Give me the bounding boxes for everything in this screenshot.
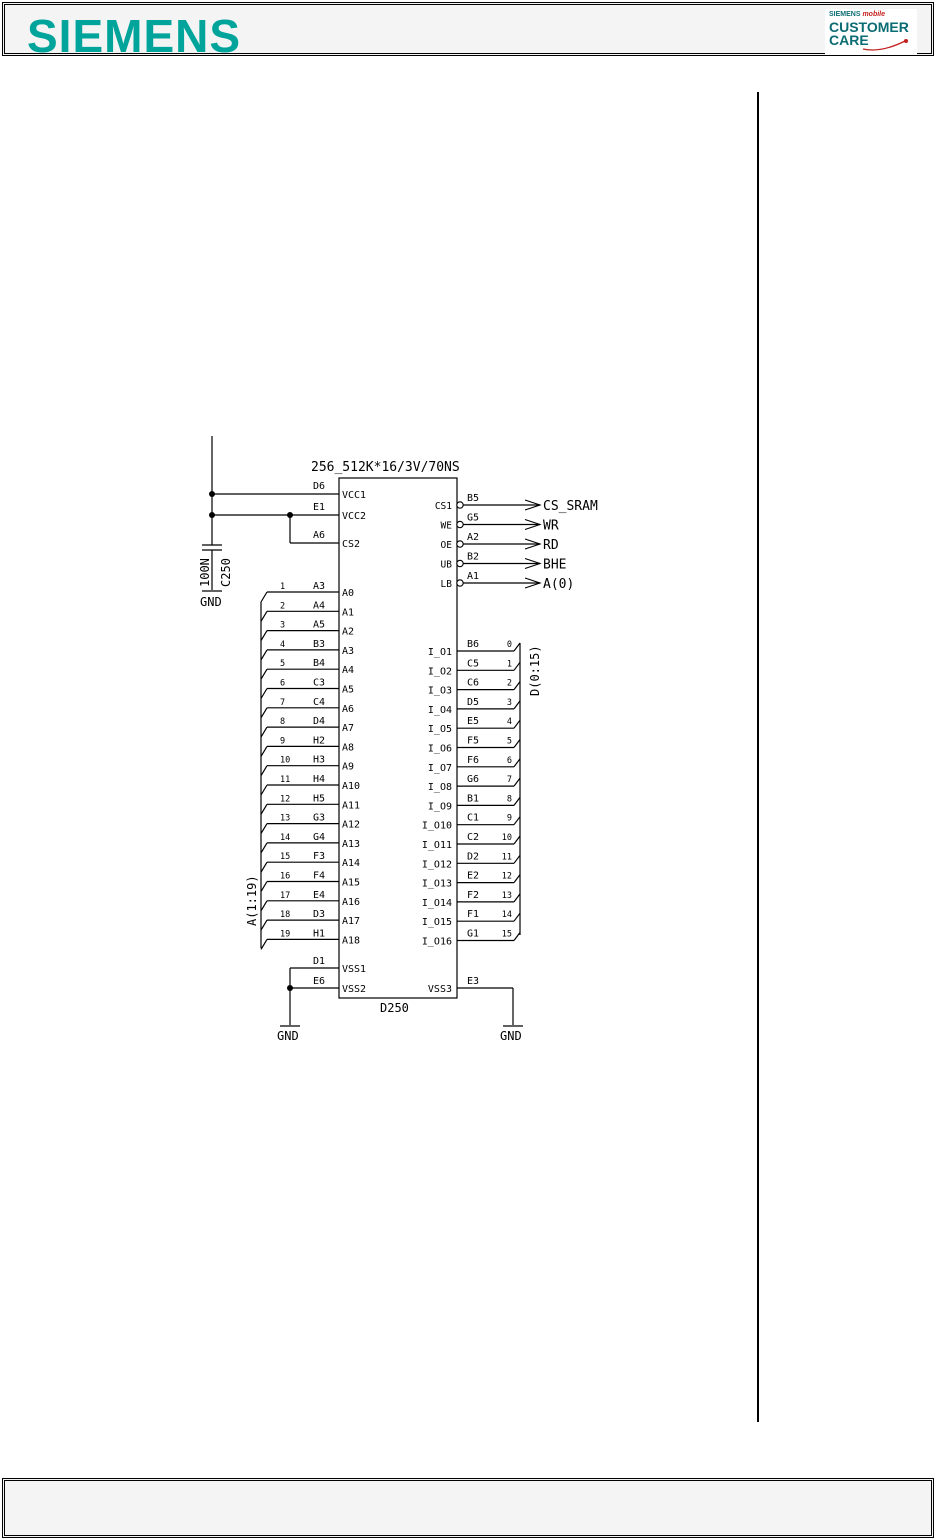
bus-entry [261,824,267,834]
address-bus-index: 16 [280,871,291,882]
inverter-bubble [457,521,463,527]
data-bus-index: 2 [506,678,512,689]
power-pin-name: CS2 [342,539,361,550]
data-pin-ball: C2 [467,832,480,843]
junction-dot [209,491,215,497]
bus-entry [261,766,267,776]
bus-entry [514,797,520,805]
address-bus-index: 5 [280,659,286,670]
address-pin-name: A14 [342,858,361,870]
control-pin-name: UB [440,559,452,571]
data-pin-name: I_O9 [427,801,452,813]
data-pin-name: I_O10 [421,820,452,832]
data-pin-ball: D5 [467,696,480,708]
address-bus-index: 12 [280,794,291,805]
data-bus-index: 5 [506,736,512,747]
data-bus-index: 3 [506,697,512,708]
data-bus-index: 15 [501,929,512,940]
data-bus-index: 13 [501,890,512,901]
address-pin-name: A2 [342,626,355,638]
bus-entry [514,759,520,767]
data-bus-index: 7 [506,775,512,786]
address-pin-name: A16 [342,896,361,908]
bus-entry [261,727,267,737]
address-pin-name: A5 [342,684,355,696]
data-pin-ball: G1 [467,928,480,940]
data-pin-ball: C1 [467,812,480,824]
bus-entry [514,643,520,651]
data-pin-name: I_O15 [421,917,452,929]
address-pin-name: A13 [342,838,361,850]
data-pin-name: I_O5 [427,724,452,736]
address-bus-index: 13 [280,813,291,824]
bus-entry [261,804,267,814]
vss-pin-name: VSS1 [342,964,367,975]
bus-entry [514,913,520,921]
address-pin-ball: A3 [313,581,326,592]
bus-entry [514,836,520,844]
address-pin-name: A0 [342,588,355,599]
bus-entry [514,682,520,690]
gnd-label-cap: GND [200,595,222,609]
control-net-label: WR [543,518,559,534]
bus-entry [261,862,267,872]
address-pin-ball: H1 [313,928,326,940]
vss-pin-name: VSS2 [342,984,367,995]
data-bus-index: 0 [506,640,512,650]
address-bus-index: 7 [280,697,286,708]
address-pin-name: A1 [342,607,355,619]
bus-entry [261,611,267,621]
address-pin-ball: G4 [313,831,326,843]
address-pin-name: A10 [342,781,361,792]
bus-entry [514,855,520,863]
address-bus-index: 2 [280,601,286,612]
bus-entry [261,592,267,602]
address-bus-index: 3 [280,620,286,631]
refdes-label: D250 [380,1001,409,1015]
address-bus-index: 8 [280,717,286,728]
power-pin-name: VCC1 [342,490,367,501]
address-bus-index: 4 [280,639,286,650]
bus-entry [261,689,267,699]
address-bus-index: 1 [280,582,286,592]
address-pin-ball: G3 [313,812,326,824]
data-pin-ball: F5 [467,735,480,747]
control-net-label: RD [543,538,559,553]
data-pin-ball: E5 [467,716,480,728]
address-pin-ball: D4 [313,716,326,728]
vss-pin-ball: E3 [467,976,480,987]
address-bus-index: 14 [280,832,291,843]
data-pin-name: I_O1 [427,647,452,658]
control-net-label: BHE [543,557,567,573]
bus-entry [514,740,520,748]
address-pin-name: A3 [342,645,355,657]
cap-value-label: 100N [198,558,212,587]
bus-entry [261,843,267,853]
footer-frame [2,1478,934,1538]
address-bus-index: 11 [280,775,291,785]
data-pin-name: I_O12 [421,859,452,871]
address-bus-index: 9 [280,736,286,747]
bus-entry [261,882,267,892]
control-pin-ball: A1 [467,571,480,582]
bus-entry [261,901,267,911]
bus-entry [514,720,520,728]
control-pin-name: CS1 [434,501,452,512]
inverter-bubble [457,560,463,566]
address-pin-ball: C3 [313,677,326,689]
data-pin-ball: B6 [467,639,480,650]
bus-entry [261,920,267,930]
address-pin-ball: B4 [313,658,326,670]
address-pin-name: A15 [342,877,361,889]
data-pin-ball: G6 [467,774,480,786]
control-pin-name: OE [440,540,452,551]
data-pin-ball: B1 [467,793,480,805]
control-pin-ball: B5 [467,493,480,504]
gnd-label-right: GND [500,1029,522,1043]
address-bus-index: 15 [280,852,291,863]
data-pin-ball: F2 [467,889,480,901]
data-pin-name: I_O13 [421,878,452,890]
data-pin-ball: F6 [467,754,480,766]
data-pin-name: I_O16 [421,936,452,948]
gnd-label-left: GND [277,1029,299,1043]
data-bus-index: 1 [506,659,512,670]
junction-dot [287,985,293,991]
address-pin-name: A7 [342,723,355,735]
bus-entry [261,746,267,756]
bus-entry [261,669,267,679]
address-pin-ball: H4 [313,774,326,785]
address-pin-ball: A5 [313,619,326,631]
data-pin-ball: C6 [467,677,480,689]
control-net-label: A(0) [543,577,575,592]
bus-entry [261,939,267,949]
data-pin-name: I_O14 [421,897,452,909]
bus-entry [514,778,520,786]
power-pin-ball: E1 [313,502,326,513]
address-pin-ball: D3 [313,909,326,921]
address-bus-index: 6 [280,678,286,689]
bus-entry [514,817,520,825]
address-bus-label: A(1:19) [245,875,259,926]
vss-pin-ball: E6 [313,976,326,987]
bus-entry [514,662,520,670]
address-bus-index: 17 [280,890,291,901]
inverter-bubble [457,580,463,586]
inverter-bubble [457,502,463,508]
control-net-label: CS_SRAM [543,499,598,514]
power-pin-name: VCC2 [342,511,367,522]
address-pin-ball: A4 [313,600,326,612]
control-pin-ball: A2 [467,532,480,543]
bus-entry [261,631,267,641]
address-pin-ball: F4 [313,870,326,882]
vss-pin-ball: D1 [313,956,326,967]
data-pin-ball: F1 [467,909,480,921]
siemens-logo: SIEMENS [27,10,242,62]
data-pin-name: I_O4 [427,704,452,716]
data-pin-name: I_O2 [427,666,452,678]
data-bus-label: D(0:15) [528,645,542,696]
data-pin-ball: D2 [467,851,480,863]
data-pin-ball: E2 [467,870,480,882]
data-pin-name: I_O11 [421,840,452,851]
address-pin-ball: E4 [313,889,326,901]
address-bus-index: 18 [280,910,291,921]
address-pin-ball: C4 [313,696,326,708]
address-pin-name: A6 [342,703,355,715]
address-pin-ball: H3 [313,754,326,766]
bus-entry [514,701,520,709]
bus-entry [514,875,520,883]
vss-pin-name: VSS3 [427,984,452,995]
address-pin-name: A4 [342,665,355,677]
address-pin-name: A11 [342,800,361,812]
data-bus-index: 11 [501,852,512,863]
control-pin-ball: G5 [467,512,480,524]
data-pin-name: I_O6 [427,743,452,755]
data-pin-name: I_O7 [427,762,452,774]
junction-dot [287,512,293,518]
inverter-bubble [457,541,463,547]
address-pin-name: A17 [342,916,361,928]
address-pin-name: A18 [342,935,361,947]
address-pin-name: A12 [342,819,361,831]
part-type-label: 256_512K*16/3V/70NS [311,460,460,475]
data-bus-index: 9 [506,813,512,824]
address-bus-index: 10 [280,755,291,766]
data-bus-index: 14 [501,910,512,921]
data-bus-index: 10 [501,833,512,843]
data-pin-name: I_O3 [427,685,452,697]
address-pin-name: A8 [342,742,355,754]
data-pin-ball: C5 [467,658,480,670]
customer-care-logo: SIEMENS mobile CUSTOMER CARE [825,9,917,55]
bus-entry [261,708,267,718]
control-pin-ball: B2 [467,551,480,563]
data-bus-index: 4 [506,717,512,728]
data-pin-name: I_O8 [427,782,452,794]
power-pin-ball: D6 [313,481,326,492]
control-pin-name: LB [440,579,452,590]
data-bus-index: 8 [506,794,512,805]
address-bus-index: 19 [280,929,291,940]
power-pin-ball: A6 [313,530,326,541]
control-pin-name: WE [440,520,452,532]
address-pin-ball: F3 [313,851,326,863]
data-bus-index: 6 [506,755,512,766]
bus-entry [514,933,520,941]
bus-entry [514,894,520,902]
bus-entry [261,650,267,660]
bus-entry [261,785,267,795]
address-pin-name: A9 [342,761,355,773]
address-pin-ball: H2 [313,735,326,747]
address-pin-ball: H5 [313,793,326,805]
cap-ref-label: C250 [219,558,233,587]
junction-dot [209,512,215,518]
address-pin-ball: B3 [313,638,326,650]
data-bus-index: 12 [501,871,512,882]
